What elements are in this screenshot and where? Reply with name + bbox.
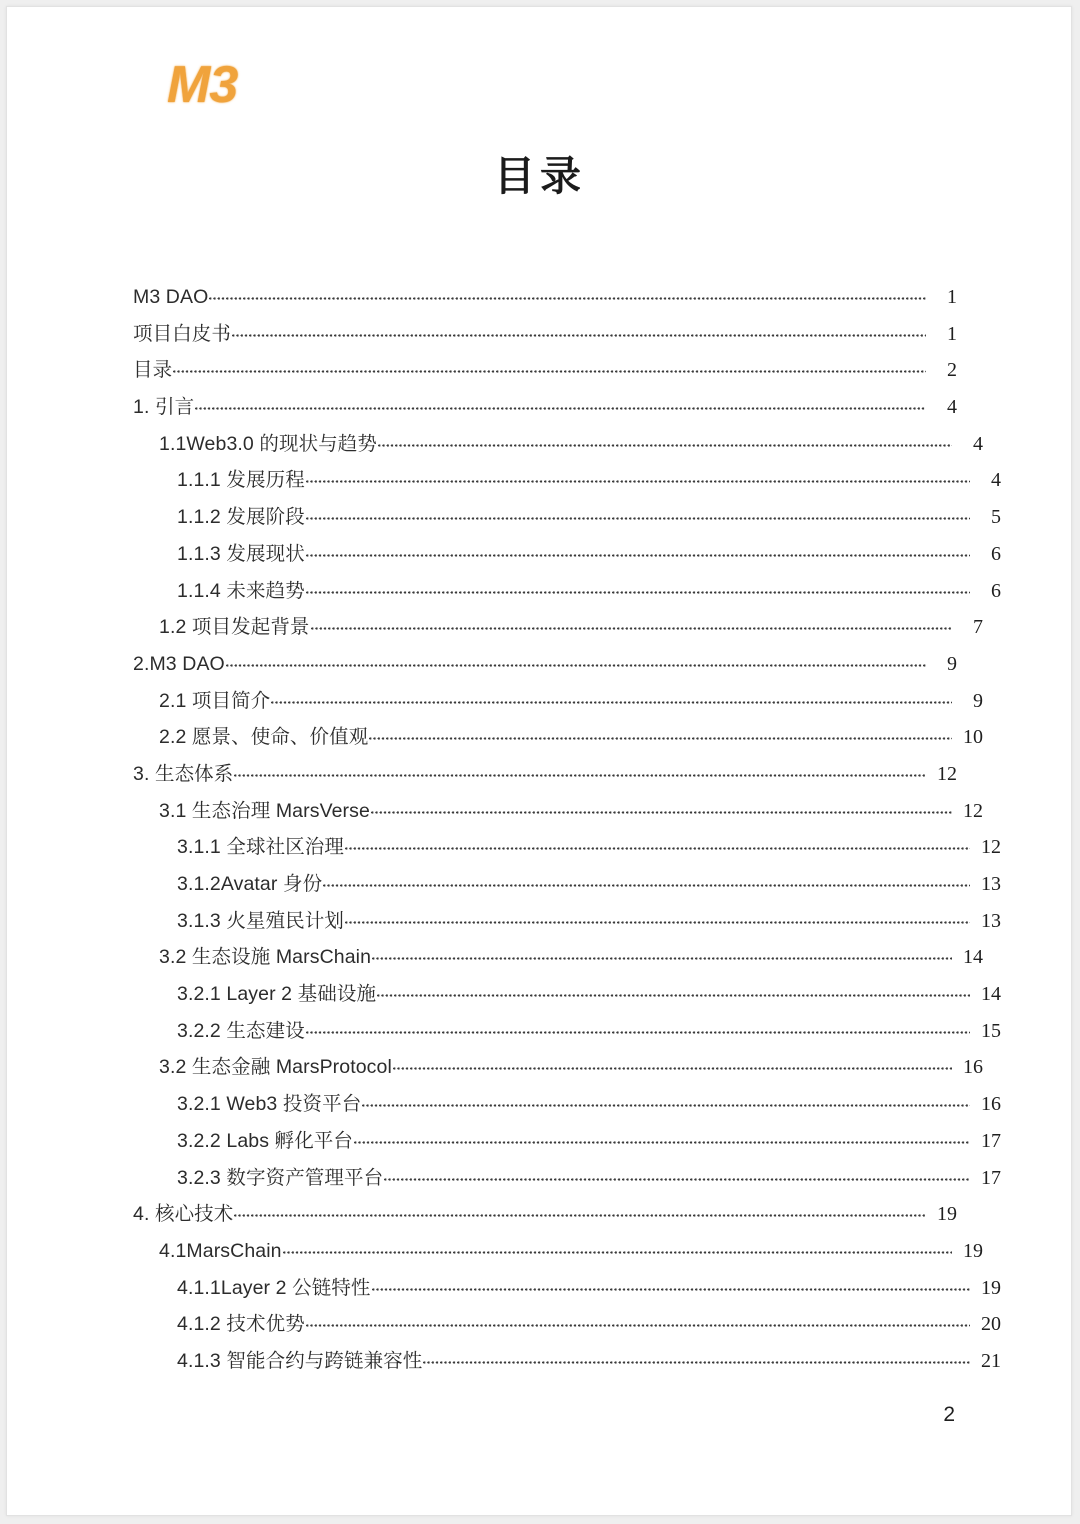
- toc-entry-label: 3.1 生态治理 MarsVerse: [159, 799, 370, 822]
- page-title: 目录: [494, 153, 586, 199]
- toc-entry[interactable]: [133, 1090, 1001, 1127]
- toc-dot-leader: [226, 650, 926, 670]
- toc-entry-page-number: 20: [981, 1313, 1001, 1336]
- toc-entry-label: 3.2.1 Web3 投资平台: [177, 1093, 362, 1116]
- toc-entry[interactable]: [133, 503, 1001, 540]
- toc-entry-label: 3.2.3 数字资产管理平台: [177, 1166, 384, 1189]
- toc-entry-page-number: 4: [947, 396, 957, 419]
- toc-dot-leader: [234, 760, 926, 780]
- toc-entry-page-number: 14: [981, 983, 1001, 1006]
- toc-entry-page-number: 21: [981, 1349, 1001, 1372]
- toc-entry-page-number: 12: [963, 799, 983, 822]
- toc-entry-label: 4.1.2 技术优势: [177, 1313, 305, 1336]
- toc-dot-leader: [306, 577, 970, 597]
- toc-entry[interactable]: [133, 466, 1001, 503]
- toc-entry-page-number: 19: [937, 1203, 957, 1226]
- toc-entry[interactable]: [133, 430, 983, 467]
- toc-entry[interactable]: [133, 1127, 1001, 1164]
- toc-entry[interactable]: [133, 1200, 957, 1237]
- toc-entry[interactable]: [133, 1274, 1001, 1311]
- toc-dot-leader: [283, 1237, 952, 1257]
- toc-dot-leader: [377, 980, 970, 1000]
- toc-entry-label: 1. 引言: [133, 396, 195, 419]
- toc-dot-leader: [372, 1274, 970, 1294]
- toc-entry-page-number: 13: [981, 873, 1001, 895]
- toc-entry-page-number: 6: [991, 542, 1001, 565]
- toc-entry-label: 2.M3 DAO: [133, 652, 225, 675]
- toc-entry[interactable]: [133, 320, 957, 357]
- toc-entry[interactable]: [133, 1310, 1001, 1347]
- toc-dot-leader: [371, 797, 952, 817]
- toc-entry[interactable]: [133, 1017, 1001, 1054]
- toc-entry-label: 1.1.1 发展历程: [177, 469, 305, 492]
- toc-entry-label: 3.1.3 火星殖民计划: [177, 909, 344, 932]
- toc-dot-leader: [173, 356, 926, 376]
- toc-entry-page-number: 6: [991, 579, 1001, 602]
- toc-entry-page-number: 1: [947, 286, 957, 308]
- toc-entry-label: 3. 生态体系: [133, 762, 234, 785]
- toc-entry[interactable]: [133, 1053, 983, 1090]
- toc-dot-leader: [306, 1017, 970, 1037]
- toc-entry-label: 3.2.2 Labs 孵化平台: [177, 1129, 353, 1152]
- toc-entry-label: 1.1Web3.0 的现状与趋势: [159, 432, 377, 455]
- toc-entry[interactable]: [133, 797, 983, 834]
- toc-dot-leader: [306, 540, 970, 560]
- toc-entry-page-number: 19: [963, 1239, 983, 1262]
- toc-entry-page-number: 19: [981, 1276, 1001, 1299]
- toc-dot-leader: [362, 1090, 970, 1110]
- toc-dot-leader: [378, 430, 952, 450]
- toc-dot-leader: [384, 1164, 970, 1184]
- toc-entry-page-number: 14: [963, 946, 983, 969]
- toc-entry-label: 1.1.4 未来趋势: [177, 579, 305, 602]
- toc-entry-page-number: 17: [981, 1129, 1001, 1152]
- toc-dot-leader: [306, 466, 970, 486]
- toc-entry-label: M3 DAO: [133, 286, 209, 308]
- toc-entry-label: 3.2.2 生态建设: [177, 1019, 305, 1042]
- document-page: [6, 6, 1072, 1516]
- toc-entry-label: 1.1.2 发展阶段: [177, 506, 305, 529]
- toc-entry[interactable]: [133, 1347, 1001, 1384]
- toc-entry[interactable]: [133, 907, 1001, 944]
- toc-entry-label: 3.2.1 Layer 2 基础设施: [177, 983, 377, 1006]
- toc-entry-page-number: 1: [947, 322, 957, 345]
- toc-entry-page-number: 5: [991, 506, 1001, 529]
- toc-entry-page-number: 9: [947, 652, 957, 675]
- toc-entry-page-number: 7: [973, 616, 983, 639]
- toc-entry-page-number: 2: [947, 359, 957, 382]
- toc-entry-page-number: 4: [973, 432, 983, 455]
- toc-entry-label: 3.1.2Avatar 身份: [177, 873, 323, 895]
- page-number: 2: [943, 1403, 955, 1426]
- toc-entry-label: 4. 核心技术: [133, 1203, 234, 1226]
- toc-entry[interactable]: [133, 980, 1001, 1017]
- toc-entry-label: 4.1.1Layer 2 公链特性: [177, 1276, 371, 1299]
- toc-entry-label: 4.1MarsChain: [159, 1239, 282, 1262]
- toc-entry[interactable]: [133, 613, 983, 650]
- toc-dot-leader: [306, 1310, 970, 1330]
- toc-dot-leader: [345, 907, 970, 927]
- toc-entry[interactable]: [133, 650, 957, 687]
- toc-dot-leader: [234, 1200, 926, 1220]
- toc-dot-leader: [306, 503, 970, 523]
- toc-entry-page-number: 4: [991, 469, 1001, 492]
- toc-entry[interactable]: [133, 833, 1001, 870]
- toc-entry-page-number: 16: [963, 1056, 983, 1079]
- toc-entry-page-number: 10: [963, 726, 983, 749]
- toc-entry-page-number: 12: [981, 836, 1001, 859]
- toc-entry-page-number: 17: [981, 1166, 1001, 1189]
- toc-entry-label: 项目白皮书: [133, 322, 232, 345]
- toc-dot-leader: [232, 320, 926, 340]
- toc-dot-leader: [271, 687, 952, 707]
- toc-entry[interactable]: [133, 760, 957, 797]
- toc-entry-label: 2.2 愿景、使命、价值观: [159, 726, 369, 749]
- m3-logo: M3: [167, 56, 238, 114]
- toc-dot-leader: [393, 1053, 952, 1073]
- toc-entry-page-number: 9: [973, 689, 983, 712]
- toc-entry-page-number: 15: [981, 1019, 1001, 1042]
- toc-dot-leader: [311, 613, 952, 633]
- toc-dot-leader: [323, 870, 970, 890]
- toc-entry[interactable]: [133, 723, 983, 760]
- toc-dot-leader: [423, 1347, 970, 1367]
- toc-entry[interactable]: [133, 943, 983, 980]
- toc-entry[interactable]: [133, 283, 957, 320]
- toc-entry-label: 3.1.1 全球社区治理: [177, 836, 344, 859]
- toc-entry[interactable]: [133, 1164, 1001, 1201]
- toc-entry-page-number: 12: [937, 762, 957, 785]
- toc-dot-leader: [195, 393, 926, 413]
- toc-entry-page-number: 13: [981, 909, 1001, 932]
- toc-entry-label: 1.1.3 发展现状: [177, 542, 305, 565]
- toc-entry[interactable]: [133, 687, 983, 724]
- toc-entry[interactable]: [133, 356, 957, 393]
- toc-entry[interactable]: [133, 540, 1001, 577]
- toc-entry-label: 目录: [133, 359, 173, 382]
- toc-dot-leader: [354, 1127, 970, 1147]
- toc-entry-label: 3.2 生态金融 MarsProtocol: [159, 1056, 392, 1079]
- toc-entry[interactable]: [133, 870, 1001, 907]
- toc-dot-leader: [345, 833, 970, 853]
- toc-entry-label: 2.1 项目简介: [159, 689, 271, 712]
- toc-entry[interactable]: [133, 577, 1001, 614]
- table-of-contents: [133, 283, 1001, 1384]
- toc-entry-label: 4.1.3 智能合约与跨链兼容性: [177, 1349, 423, 1372]
- toc-dot-leader: [209, 283, 926, 303]
- toc-entry[interactable]: [133, 393, 957, 430]
- toc-entry-page-number: 16: [981, 1093, 1001, 1116]
- toc-entry-label: 1.2 项目发起背景: [159, 616, 310, 639]
- toc-entry-label: 3.2 生态设施 MarsChain: [159, 946, 372, 969]
- toc-dot-leader: [369, 723, 952, 743]
- toc-dot-leader: [372, 943, 952, 963]
- toc-entry[interactable]: [133, 1237, 983, 1274]
